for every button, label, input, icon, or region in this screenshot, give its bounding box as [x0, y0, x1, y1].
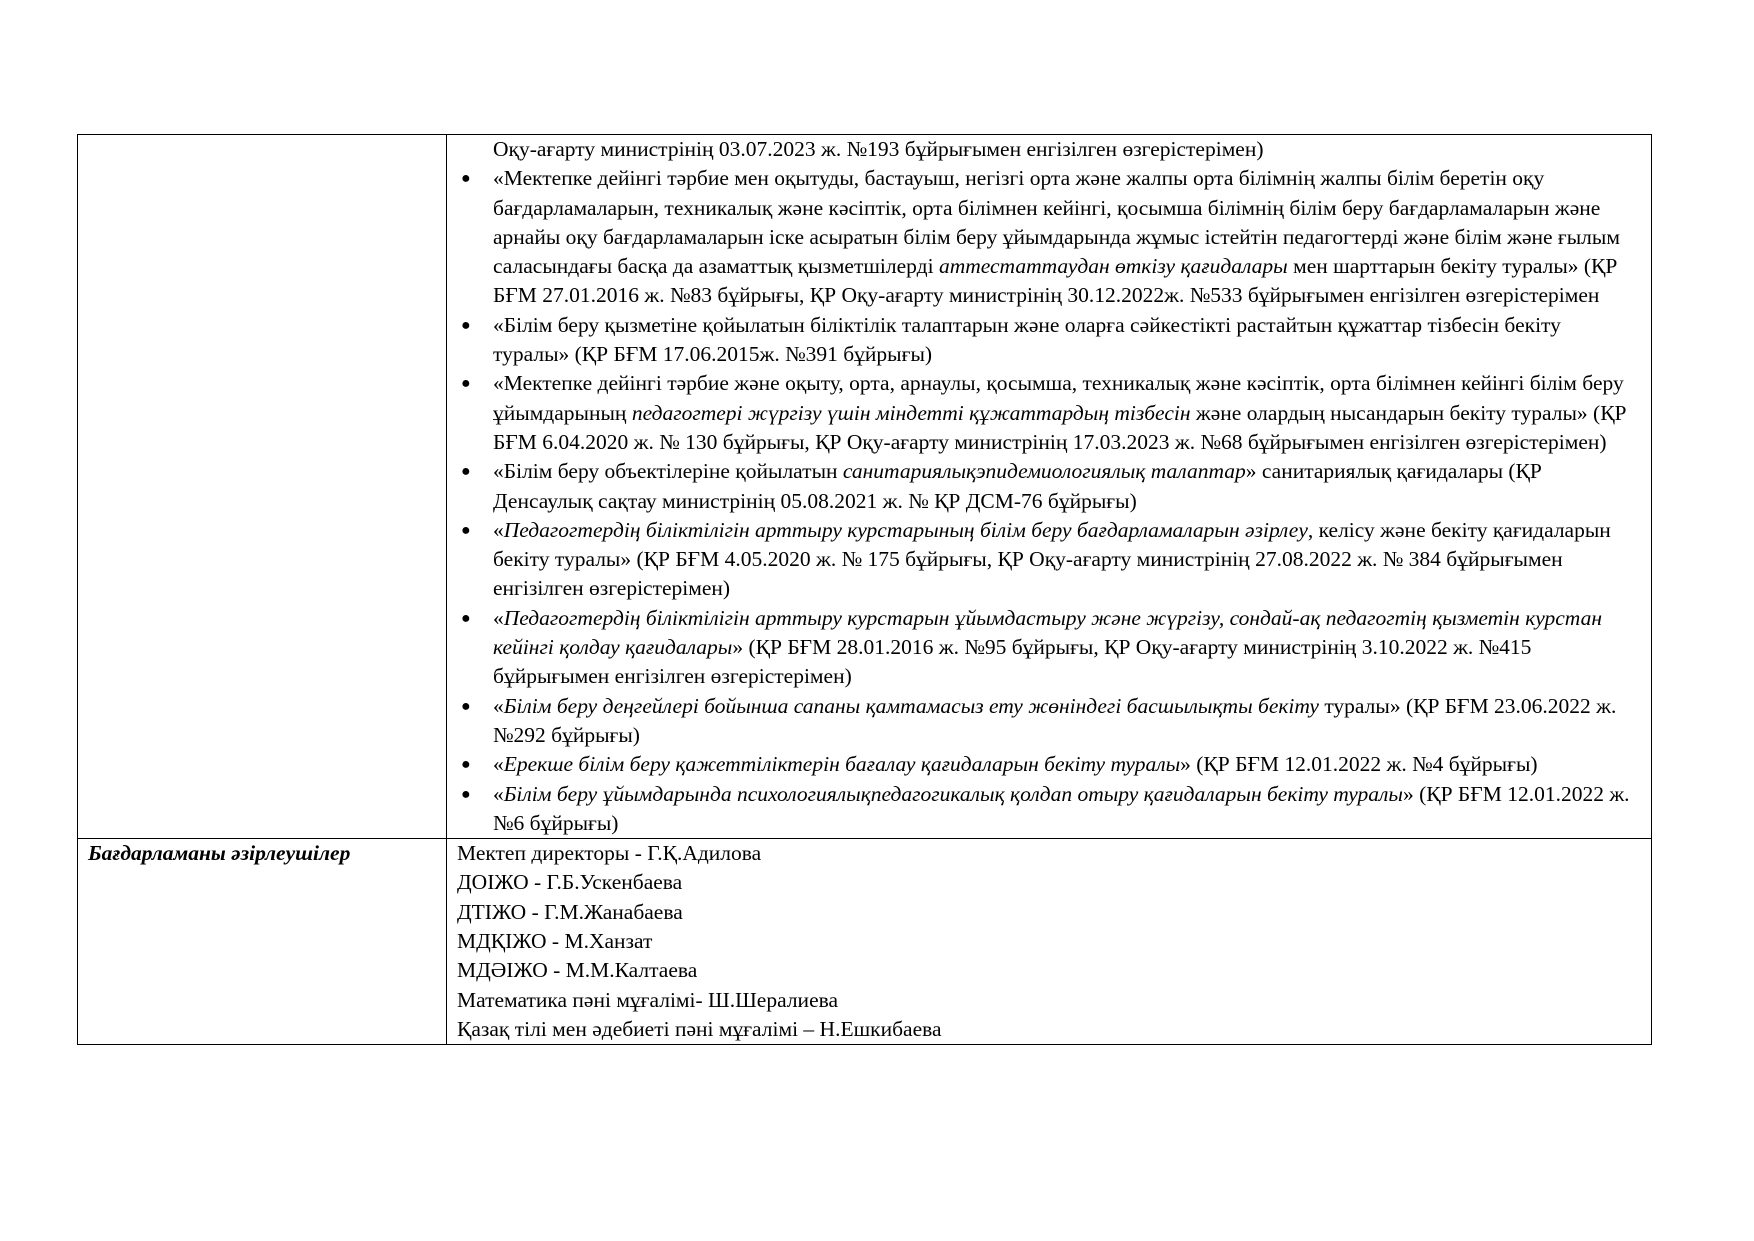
- developer-item: ДТІЖО - Г.М.Жанабаева: [457, 899, 683, 924]
- regulation-item: ● «Мектепке дейінгі тәрбие мен оқытуды, бастауыш, негізгі орта және жалпы орта білімнің жалпы білім беретін оқу бағдарламаларын, техникалық және кәсіптік, орта білімнен кейінгі, қосымша білімнің білім беру бағдарламаларын және арнайы оқу бағдарламаларын іске асыратын білім беру ұйымдарында жұмыс істейтін педагогтерді және білім және ғылым саласындағы басқа да азаматтық қызметшілерді аттестаттаудан өткізу қағидалары мен шарттарын бекіту туралы» (ҚР БҒМ 27.01.2016 ж. №83 бұйрығы, ҚР Оқу-ағарту министрінің 30.12.2022ж. №533 бұйрығымен енгізілген өзгерістерімен: [461, 166, 1620, 308]
- developers-row: [78, 839, 1652, 1045]
- bullet-icon: ●: [461, 609, 471, 627]
- program-info-table: [77, 134, 1652, 1045]
- regulation-item: ● «Білім беру ұйымдарында психологиялықпедагогикалық қолдап отыру қағидаларын бекіту туралы» (ҚР БҒМ 12.01.2022 ж. №6 бұйрығы): [461, 781, 1630, 835]
- bullet-icon: ●: [461, 697, 471, 715]
- developer-item: Мектеп директоры - Г.Қ.Адилова: [457, 841, 762, 866]
- bullet-icon: ●: [461, 316, 471, 334]
- bullet-icon: ●: [461, 785, 471, 803]
- regulations-cell: [447, 135, 1652, 839]
- regulation-item: ● «Білім беру деңгейлері бойынша сапаны қамтамасыз ету жөніндегі басшылықты бекіту туралы» (ҚР БҒМ 23.06.2022 ж. №292 бұйрығы): [461, 693, 1617, 747]
- regulation-item: ● «Білім беру қызметіне қойылатын біліктілік талаптарын және оларға сәйкестікті растайтын құжаттар тізбесін бекіту туралы» (ҚР БҒМ 17.06.2015ж. №391 бұйрығы): [461, 312, 1561, 367]
- regulations-row: [78, 135, 1652, 839]
- bullet-icon: ●: [461, 375, 471, 393]
- developer-item: МДҚІЖО - М.Ханзат: [457, 929, 653, 954]
- developer-item: Қазақ тілі мен әдебиеті пәні мұғалімі – Н.Ешкибаева: [457, 1016, 942, 1041]
- regulation-item: ● «Педагогтердің біліктілігін арттыру курстарын ұйымдастыру және жүргізу, сондай-ақ педагогтің қызметін курстан кейінгі қолдау қағидалары» (ҚР БҒМ 28.01.2016 ж. №95 бұйрығы, ҚР Оқу-ағарту министрінің 3.10.2022 ж. №415 бұйрығымен енгізілген өзгерістерімен): [461, 605, 1603, 689]
- developers-list: [447, 839, 1651, 1044]
- developers-cell: [447, 839, 1652, 1045]
- regulations-label-cell: [78, 135, 447, 839]
- bullet-icon: ●: [461, 170, 471, 188]
- bullet-icon: ●: [461, 521, 471, 539]
- regulations-continuation-line: Оқу-ағарту министрінің 03.07.2023 ж. №193 бұйрығымен енгізілген өзгерістерімен): [493, 137, 1264, 161]
- developer-item: Математика пәні мұғалімі- Ш.Шералиева: [457, 987, 839, 1012]
- developers-label: Бағдарламаны әзірлеушілер: [78, 839, 447, 1045]
- bullet-icon: ●: [461, 463, 471, 481]
- regulation-item: ● «Ерекше білім беру қажеттіліктерін бағалау қағидаларын бекіту туралы» (ҚР БҒМ 12.01.2022 ж. №4 бұйрығы): [493, 750, 1637, 779]
- developer-item: ДОІЖО - Г.Б.Ускенбаева: [457, 870, 683, 895]
- regulations-list: [447, 164, 1651, 838]
- regulation-item: ● «Педагогтердің біліктілігін арттыру курстарының білім беру бағдарламаларын әзірлеу, келісу және бекіту қағидаларын бекіту туралы» (ҚР БҒМ 4.05.2020 ж. № 175 бұйрығы, ҚР Оқу-ағарту министрінің 27.08.2022 ж. № 384 бұйрығымен енгізілген өзгерістерімен): [461, 517, 1611, 601]
- regulation-item: ● «Білім беру объектілеріне қойылатын санитариялықэпидемиологиялық талаптар» санитариялық қағидалары (ҚР Денсаулық сақтау министрінің 05.08.2021 ж. № ҚР ДСМ-76 бұйрығы): [461, 459, 1542, 513]
- bullet-icon: ●: [461, 756, 471, 774]
- developer-item: МДӘІЖО - М.М.Калтаева: [457, 958, 698, 983]
- regulation-item: ● «Мектепке дейінгі тәрбие және оқыту, орта, арнаулы, қосымша, техникалық және кәсіптік, орта білімнен кейінгі білім беру ұйымдарының педагогтері жүргізу үшін міндетті құжаттардың тізбесін және олардың нысандарын бекіту туралы» (ҚР БҒМ 6.04.2020 ж. № 130 бұйрығы, ҚР Оқу-ағарту министрінің 17.03.2023 ж. №68 бұйрығымен енгізілген өзгерістерімен): [461, 371, 1627, 454]
